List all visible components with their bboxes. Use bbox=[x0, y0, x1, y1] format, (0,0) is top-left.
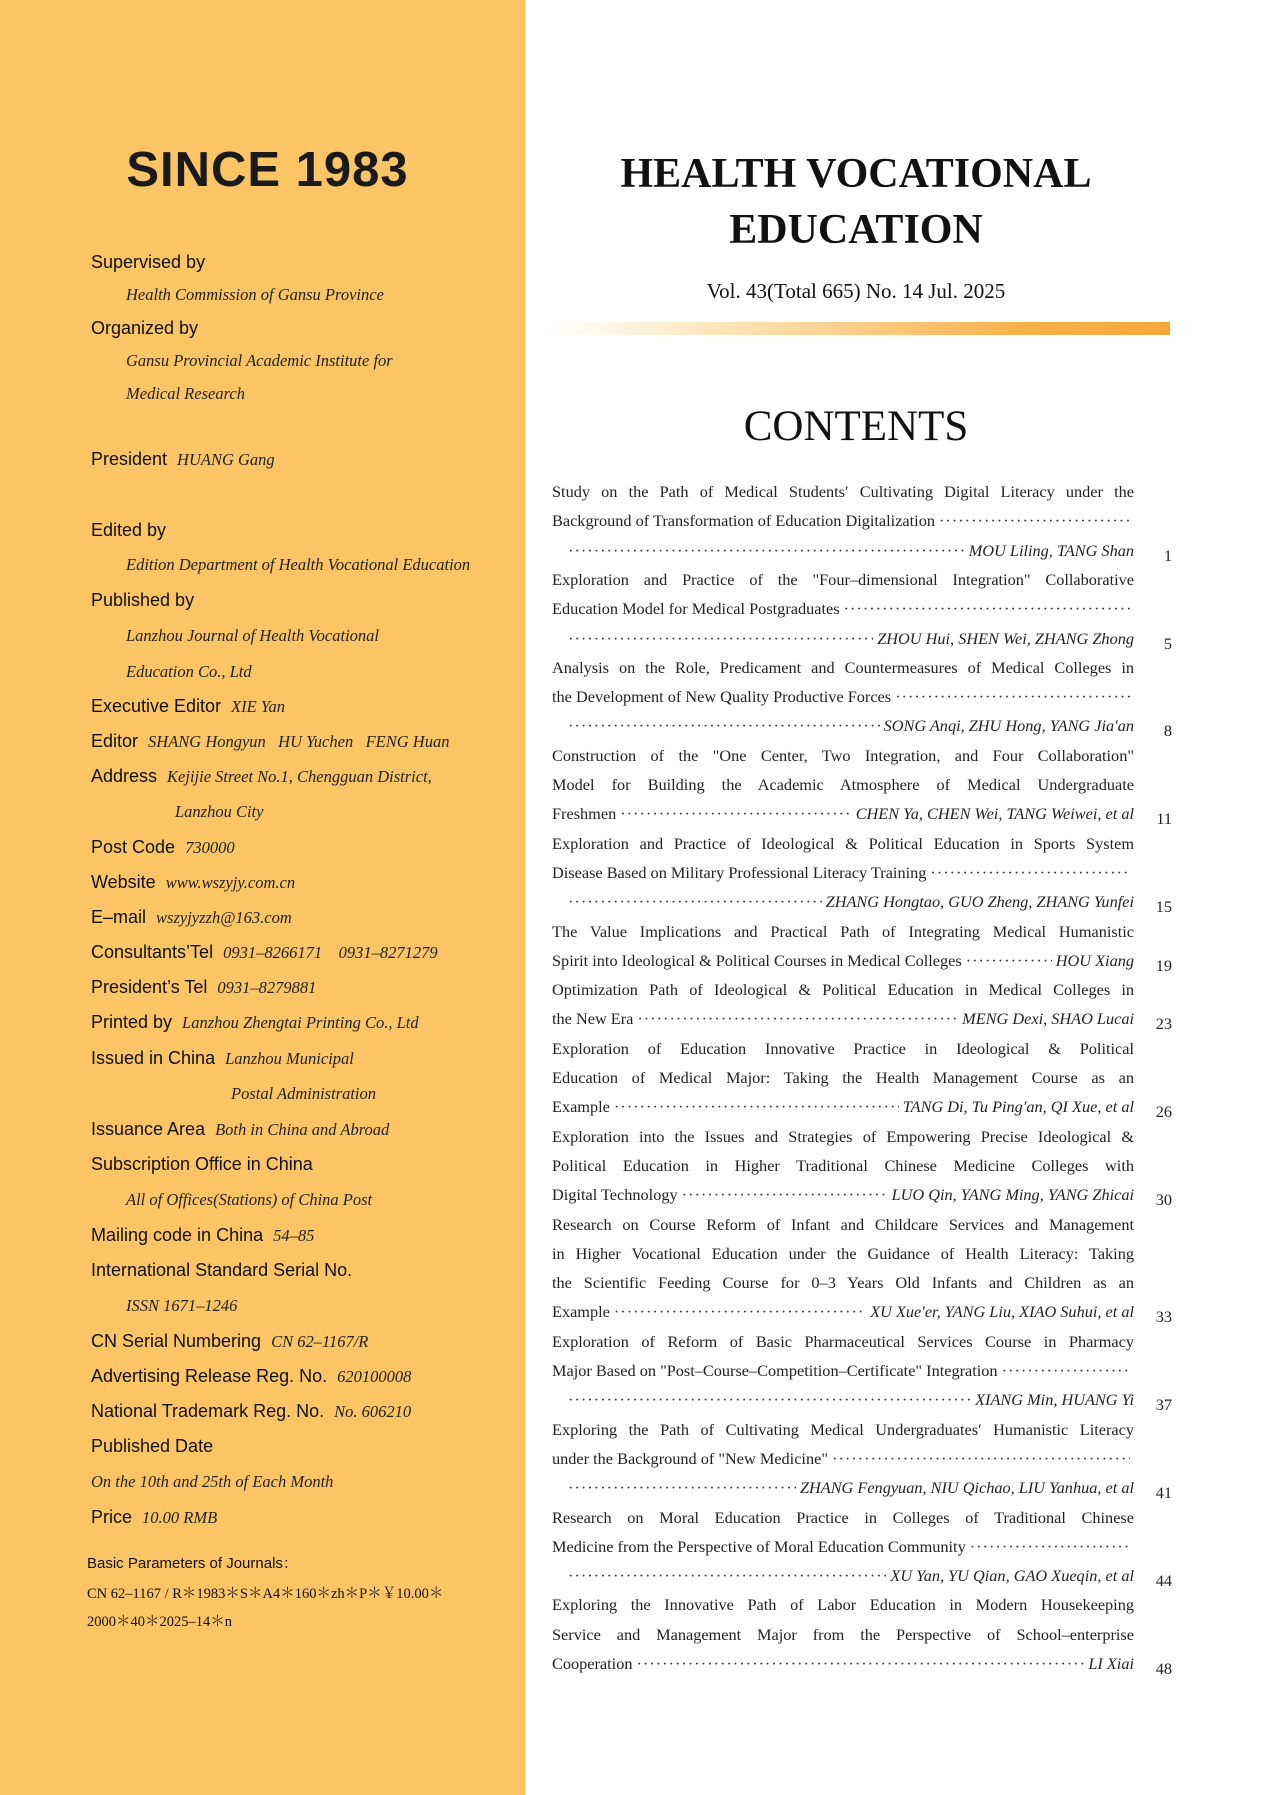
toc-entry-title-text: the Development of New Quality Productive Forces bbox=[552, 687, 892, 707]
toc-entry-line bbox=[552, 1508, 1134, 1537]
toc-entry-title-text: Example bbox=[552, 1302, 610, 1322]
address-row bbox=[91, 766, 432, 787]
toc-dot-leader bbox=[637, 1009, 958, 1029]
toc-entry-line bbox=[552, 863, 1134, 892]
toc-entry-line bbox=[552, 922, 1134, 951]
decorative-gradient-bar bbox=[548, 322, 1170, 335]
toc-dot-leader bbox=[620, 804, 851, 824]
toc-entry-authors: XU Yan, YU Qian, GAO Xueqin, et al bbox=[890, 1566, 1134, 1586]
cn-row bbox=[91, 1331, 368, 1352]
toc-entry-line bbox=[552, 1009, 1134, 1038]
toc-dot-leader bbox=[939, 511, 1130, 531]
toc-page-number: 41 bbox=[1155, 1483, 1172, 1503]
organized-by-label: Organized by bbox=[91, 318, 199, 338]
toc-dot-leader bbox=[636, 1654, 1084, 1674]
issued-value-2: Postal Administration bbox=[231, 1084, 377, 1103]
website-row bbox=[91, 872, 295, 893]
toc-dot-leader bbox=[832, 1449, 1130, 1469]
president-tel-value: 0931–8279881 bbox=[217, 978, 317, 997]
president-tel-label: President’s Tel bbox=[91, 977, 208, 997]
edited-by-label: Edited by bbox=[91, 520, 167, 540]
toc-entry-title-text: Exploring the Innovative Path of Labor Education in Modern Housekeeping bbox=[552, 1595, 1134, 1615]
toc-entry-line bbox=[552, 1537, 1134, 1566]
toc-entry-title-text: Exploration and Practice of Ideological & Political Education in Sports System bbox=[552, 833, 1134, 853]
toc-entry-title-text: Cooperation bbox=[552, 1654, 633, 1673]
issued-value-1: Lanzhou Municipal bbox=[225, 1049, 354, 1068]
subscription-value: All of Offices(Stations) of China Post bbox=[126, 1190, 373, 1209]
toc-page-number: 5 bbox=[1163, 633, 1172, 653]
toc-entry-title-text: Freshmen bbox=[552, 804, 617, 824]
toc-dot-leader bbox=[930, 863, 1130, 883]
toc-entry-line bbox=[552, 1625, 1134, 1654]
president-tel-row bbox=[91, 977, 316, 998]
supervised-by-label: Supervised by bbox=[91, 252, 206, 272]
toc-entry-line bbox=[552, 1244, 1134, 1273]
toc-dot-leader bbox=[568, 1566, 886, 1586]
toc-dot-leader bbox=[614, 1302, 866, 1322]
toc-entry-authors: XU Xue′er, YANG Liu, XIAO Suhui, et al bbox=[870, 1302, 1134, 1322]
toc-dot-leader bbox=[844, 599, 1130, 619]
toc-entry-title-text: Analysis on the Role, Predicament and Countermeasures of Medical Colleges in bbox=[552, 657, 1134, 677]
toc-entry-author-line bbox=[552, 1478, 1134, 1507]
toc-entry-line bbox=[552, 1361, 1134, 1390]
president-label: President bbox=[91, 449, 168, 469]
toc-entry-title-text: Example bbox=[552, 1097, 610, 1117]
exec-editor-value: XIE Yan bbox=[231, 697, 286, 716]
toc-entry-title-text: Digital Technology bbox=[552, 1185, 678, 1205]
toc-page-number: 1 bbox=[1163, 545, 1172, 565]
published-date-label: Published Date bbox=[91, 1436, 214, 1456]
toc-dot-leader bbox=[568, 541, 965, 561]
mailing-code-row bbox=[91, 1225, 314, 1246]
toc-entry-authors: XIANG Min, HUANG Yi bbox=[975, 1390, 1134, 1410]
issued-label: Issued in China bbox=[91, 1048, 216, 1068]
toc-entry-line bbox=[552, 834, 1134, 863]
toc-entry-title-text: Construction of the "One Center, Two Integration, and Four Collaboration" bbox=[552, 745, 1134, 765]
basic-params-line-2: 2000＊40＊2025–14＊n bbox=[87, 1614, 232, 1630]
issn-value: ISSN 1671–1246 bbox=[126, 1296, 238, 1315]
president-value: HUANG Gang bbox=[177, 450, 275, 469]
toc-entry-title-text: Exploring the Path of Cultivating Medical Undergraduates′ Humanistic Literacy bbox=[552, 1419, 1134, 1439]
since-heading: SINCE 1983 bbox=[126, 143, 409, 197]
toc-entry-title-text: under the Background of "New Medicine" bbox=[552, 1448, 828, 1468]
toc-entry-line bbox=[552, 804, 1134, 833]
toc-entry-line bbox=[552, 951, 1134, 980]
toc-entry-line bbox=[552, 746, 1134, 775]
toc-dot-leader bbox=[614, 1097, 899, 1117]
toc-page-number: 33 bbox=[1155, 1307, 1172, 1327]
exec-editor-label: Executive Editor bbox=[91, 696, 222, 716]
ad-reg-row bbox=[91, 1366, 411, 1387]
consultants-tel-row bbox=[91, 942, 438, 963]
toc-entry-title-text: Exploration into the Issues and Strategies of Empowering Precise Ideological & bbox=[552, 1126, 1134, 1146]
edited-by-value: Edition Department of Health Vocational Education bbox=[126, 555, 471, 574]
toc-page-number: 15 bbox=[1155, 897, 1172, 917]
address-value-2: Lanzhou City bbox=[175, 802, 264, 821]
toc-entry-title-text: the Scientific Feeding Course for 0–3 Years Old Infants and Children as an bbox=[552, 1273, 1134, 1293]
toc-entry-title-text: Exploration of Education Innovative Practice in Ideological & Political bbox=[552, 1038, 1134, 1058]
toc-page-number: 19 bbox=[1155, 955, 1172, 975]
toc-entry-line bbox=[552, 482, 1134, 511]
toc-entry-line bbox=[552, 1039, 1134, 1068]
issn-label: International Standard Serial No. bbox=[91, 1260, 353, 1280]
toc-entry-line bbox=[552, 1302, 1134, 1331]
toc-entry-title-text: Study on the Path of Medical Students′ Cultivating Digital Literacy under the bbox=[552, 482, 1134, 501]
sidebar-panel bbox=[0, 0, 525, 1795]
subscription-label: Subscription Office in China bbox=[91, 1154, 313, 1174]
organized-by-value-1: Gansu Provincial Academic Institute for bbox=[126, 351, 393, 370]
toc-entry-author-line bbox=[552, 892, 1134, 921]
issued-row bbox=[91, 1048, 354, 1069]
toc-entry-title-text: Medicine from the Perspective of Moral Education Community bbox=[552, 1536, 966, 1556]
post-code-row bbox=[91, 837, 235, 858]
journal-title-line-1: HEALTH VOCATIONAL bbox=[620, 151, 1092, 197]
toc-entry-line bbox=[552, 1449, 1134, 1478]
toc-entry-line bbox=[552, 1273, 1134, 1302]
toc-entry-title-text: Disease Based on Military Professional Literacy Training bbox=[552, 862, 927, 882]
toc-entry-authors: MENG Dexi, SHAO Lucai bbox=[962, 1009, 1134, 1029]
toc-dot-leader bbox=[568, 892, 822, 912]
toc-entry-authors: LUO Qin, YANG Ming, YANG Zhicai bbox=[891, 1185, 1134, 1205]
volume-info: Vol. 43(Total 665) No. 14 Jul. 2025 bbox=[706, 279, 1006, 303]
toc-entry-line bbox=[552, 1156, 1134, 1185]
toc-dot-leader bbox=[1002, 1361, 1130, 1381]
toc-entry-author-line bbox=[552, 1566, 1134, 1595]
issuance-area-row bbox=[91, 1119, 389, 1140]
published-by-label: Published by bbox=[91, 590, 195, 610]
toc-dot-leader bbox=[966, 951, 1052, 971]
toc-entry-title-text: The Value Implications and Practical Path of Integrating Medical Humanistic bbox=[552, 921, 1134, 941]
toc-dot-leader bbox=[568, 1478, 796, 1498]
printed-by-label: Printed by bbox=[91, 1012, 173, 1032]
price-row bbox=[91, 1507, 217, 1528]
editor-label: Editor bbox=[91, 731, 139, 751]
toc-entry-line bbox=[552, 658, 1134, 687]
toc-entry-title-text: Exploration and Practice of the "Four–dimensional Integration" Collaborative bbox=[552, 569, 1134, 589]
printed-by-row bbox=[91, 1012, 419, 1033]
toc-entry-authors: CHEN Ya, CHEN Wei, TANG Weiwei, et al bbox=[855, 804, 1134, 824]
issuance-area-value: Both in China and Abroad bbox=[215, 1120, 390, 1139]
journal-title-line-2: EDUCATION bbox=[729, 207, 983, 253]
toc-entry-line bbox=[552, 570, 1134, 599]
toc-page-number: 23 bbox=[1155, 1014, 1172, 1034]
published-date-value: On the 10th and 25th of Each Month bbox=[91, 1472, 334, 1491]
contents-heading: CONTENTS bbox=[743, 403, 969, 450]
address-value-1: Kejijie Street No.1, Chengguan District, bbox=[167, 767, 432, 786]
toc-entry-line bbox=[552, 1595, 1134, 1624]
post-code-value: 730000 bbox=[185, 838, 235, 857]
toc-entry-author-line bbox=[552, 541, 1134, 570]
toc-entry-line bbox=[552, 1097, 1134, 1126]
toc-entry-authors: SONG Anqi, ZHU Hong, YANG Jia′an bbox=[883, 716, 1134, 736]
supervised-by-value: Health Commission of Gansu Province bbox=[126, 285, 384, 304]
toc-entry-line bbox=[552, 687, 1134, 716]
toc-page-number: 11 bbox=[1156, 809, 1172, 829]
trademark-row bbox=[91, 1401, 411, 1422]
published-by-value-1: Lanzhou Journal of Health Vocational bbox=[126, 626, 379, 645]
email-row bbox=[91, 907, 292, 928]
toc-entry-title-text: Optimization Path of Ideological & Political Education in Medical Colleges in bbox=[552, 980, 1134, 1000]
printed-by-value: Lanzhou Zhengtai Printing Co., Ltd bbox=[182, 1013, 419, 1032]
mailing-code-label: Mailing code in China bbox=[91, 1225, 264, 1245]
toc-page-number: 48 bbox=[1155, 1659, 1172, 1678]
toc-entry-title-text: Political Education in Higher Traditional Chinese Medicine Colleges with bbox=[552, 1155, 1134, 1175]
toc-entry-title-text: Model for Building the Academic Atmosphere of Medical Undergraduate bbox=[552, 775, 1134, 794]
toc-page-number: 30 bbox=[1155, 1190, 1172, 1210]
editor-value: SHANG Hongyun HU Yuchen FENG Huan bbox=[148, 732, 450, 751]
toc-entry-title-text: Education of Medical Major: Taking the Health Management Course as an bbox=[552, 1068, 1134, 1087]
toc-entry-line bbox=[552, 980, 1134, 1009]
basic-params-label: Basic Parameters of Journals： bbox=[87, 1555, 298, 1572]
toc-entry-authors: ZHANG Hongtao, GUO Zheng, ZHANG Yunfei bbox=[825, 892, 1134, 912]
toc-entry-line bbox=[552, 1185, 1134, 1214]
website-value: www.wszyjy.com.cn bbox=[165, 873, 296, 892]
exec-editor-row bbox=[91, 696, 285, 717]
toc-page-number: 37 bbox=[1155, 1395, 1172, 1415]
toc-entry-title-text: Research on Moral Education Practice in Colleges of Traditional Chinese bbox=[552, 1507, 1134, 1527]
toc-entry-line bbox=[552, 511, 1134, 540]
price-value: 10.00 RMB bbox=[142, 1508, 218, 1527]
toc-entry-authors: LI Xiai bbox=[1088, 1654, 1134, 1673]
toc-dot-leader bbox=[895, 687, 1130, 707]
toc-entry-authors: TANG Di, Tu Ping′an, QI Xue, et al bbox=[902, 1097, 1134, 1117]
toc-entry-authors: ZHOU Hui, SHEN Wei, ZHANG Zhong bbox=[877, 628, 1134, 648]
email-value: wszyjyzzh@163.com bbox=[156, 908, 292, 927]
toc-entry-author-line bbox=[552, 716, 1134, 745]
toc-entry-authors: ZHANG Fengyuan, NIU Qichao, LIU Yanhua, et al bbox=[799, 1478, 1134, 1498]
toc-entry-authors: HOU Xiang bbox=[1055, 950, 1134, 970]
toc-entry-title-text: Exploration of Reform of Basic Pharmaceutical Services Course in Pharmacy bbox=[552, 1331, 1134, 1351]
journal-title bbox=[550, 146, 1162, 258]
toc-entry-title-text: Service and Management Major from the Perspective of School–enterprise bbox=[552, 1624, 1134, 1644]
toc-entry-author-line bbox=[552, 1390, 1134, 1419]
address-label: Address bbox=[91, 766, 158, 786]
toc-page-number: 26 bbox=[1155, 1102, 1172, 1122]
toc-page-number: 44 bbox=[1155, 1571, 1172, 1591]
ad-reg-label: Advertising Release Reg. No. bbox=[91, 1366, 328, 1386]
president-row bbox=[91, 449, 275, 470]
toc-page-number: 8 bbox=[1163, 721, 1172, 741]
toc-entry-title-text: in Higher Vocational Education under the Guidance of Health Literacy: Taking bbox=[552, 1243, 1134, 1263]
issuance-area-label: Issuance Area bbox=[91, 1119, 206, 1139]
toc-entry-title-text: Major Based on "Post–Course–Competition–Certificate" Integration bbox=[552, 1361, 998, 1380]
toc-entry-title-text: Spirit into Ideological & Political Courses in Medical Colleges bbox=[552, 950, 962, 970]
editor-row bbox=[91, 731, 449, 752]
cn-label: CN Serial Numbering bbox=[91, 1331, 262, 1351]
toc-entry-line bbox=[552, 1332, 1134, 1361]
toc-dot-leader bbox=[682, 1185, 888, 1205]
toc-entry-author-line bbox=[552, 629, 1134, 658]
ad-reg-value: 620100008 bbox=[337, 1367, 412, 1386]
toc-entry-line bbox=[552, 1127, 1134, 1156]
toc-dot-leader bbox=[568, 716, 880, 736]
toc-entry-title-text: Background of Transformation of Education Digitalization bbox=[552, 511, 935, 531]
toc-entry-title-text: Education Model for Medical Postgraduates bbox=[552, 599, 840, 619]
post-code-label: Post Code bbox=[91, 837, 176, 857]
price-label: Price bbox=[91, 1507, 133, 1527]
toc-entry-line bbox=[552, 1654, 1134, 1683]
cn-value: CN 62–1167/R bbox=[271, 1332, 369, 1351]
toc-entry-line bbox=[552, 1215, 1134, 1244]
trademark-label: National Trademark Reg. No. bbox=[91, 1401, 325, 1421]
email-label: E–mail bbox=[91, 907, 147, 927]
basic-params-line-1: CN 62–1167 / R＊1983＊S＊A4＊160＊zh＊P＊￥10.00＊ bbox=[87, 1586, 444, 1602]
toc-entry-line bbox=[552, 1420, 1134, 1449]
consultants-tel-value: 0931–8266171 0931–8271279 bbox=[223, 943, 438, 962]
mailing-code-value: 54–85 bbox=[273, 1226, 315, 1245]
published-by-value-2: Education Co., Ltd bbox=[126, 662, 252, 681]
website-label: Website bbox=[91, 872, 156, 892]
toc-dot-leader bbox=[970, 1537, 1130, 1557]
toc-entry-line bbox=[552, 775, 1134, 804]
toc-dot-leader bbox=[568, 1390, 971, 1410]
organized-by-value-2: Medical Research bbox=[126, 384, 245, 403]
toc-entry-line bbox=[552, 599, 1134, 628]
consultants-tel-label: Consultants’Tel bbox=[91, 942, 214, 962]
toc-entry-title-text: Research on Course Reform of Infant and Childcare Services and Management bbox=[552, 1214, 1134, 1234]
toc-entry-authors: MOU Liling, TANG Shan bbox=[968, 540, 1134, 560]
toc-entry-title-text: the New Era bbox=[552, 1009, 634, 1029]
trademark-value: No. 606210 bbox=[334, 1402, 412, 1421]
toc-entry-line bbox=[552, 1068, 1134, 1097]
toc-dot-leader bbox=[568, 629, 873, 649]
